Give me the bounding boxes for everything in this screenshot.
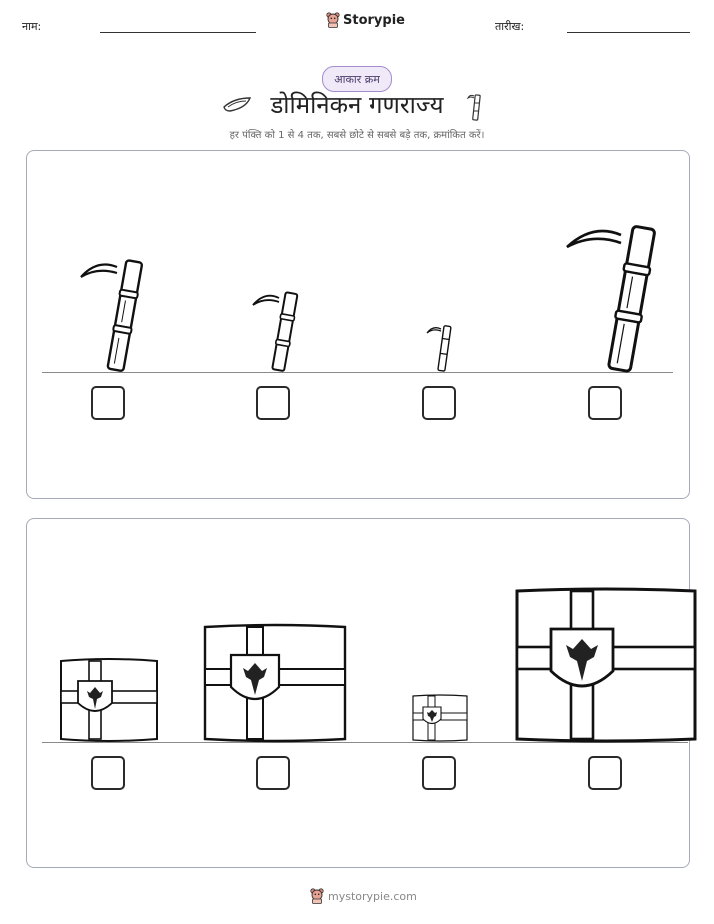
answer-box-1[interactable]	[91, 756, 125, 790]
bear-logo-icon	[326, 12, 340, 28]
sugarcane-item-3	[425, 323, 455, 373]
name-label: नाम:	[22, 20, 42, 33]
answer-box-1[interactable]	[91, 386, 125, 420]
sugarcane-item-4	[563, 219, 663, 373]
date-line[interactable]	[567, 32, 690, 33]
name-line[interactable]	[100, 32, 256, 33]
page-title: डोमिनिकन गणराज्य	[270, 91, 444, 119]
answer-box-4[interactable]	[588, 756, 622, 790]
answer-box-2[interactable]	[256, 756, 290, 790]
sugarcane-item-1	[77, 255, 147, 373]
flag-row-panel	[26, 518, 690, 868]
bear-logo-icon	[310, 888, 324, 904]
answer-box-3[interactable]	[422, 756, 456, 790]
sugarcane-item-2	[251, 289, 301, 373]
sugarcane-icon	[466, 92, 484, 122]
answer-box-2[interactable]	[256, 386, 290, 420]
footer-url[interactable]: mystorypie.com	[328, 889, 417, 903]
flag-item-1	[59, 657, 159, 743]
brand-logo	[326, 12, 405, 28]
answer-box-3[interactable]	[422, 386, 456, 420]
flag-item-2	[203, 623, 347, 743]
footer	[310, 888, 417, 904]
instruction-text: हर पंक्ति को 1 से 4 तक, सबसे छोटे से सबसे बड़े तक, क्रमांकित करें।	[229, 130, 485, 141]
answer-box-4[interactable]	[588, 386, 622, 420]
brand-name: Storypie	[343, 12, 405, 28]
sugarcane-row-panel	[26, 150, 690, 499]
flag-item-3	[412, 693, 468, 743]
flag-item-4	[515, 587, 697, 743]
date-label: तारीख:	[495, 20, 525, 33]
category-badge: आकार क्रम	[322, 66, 392, 92]
